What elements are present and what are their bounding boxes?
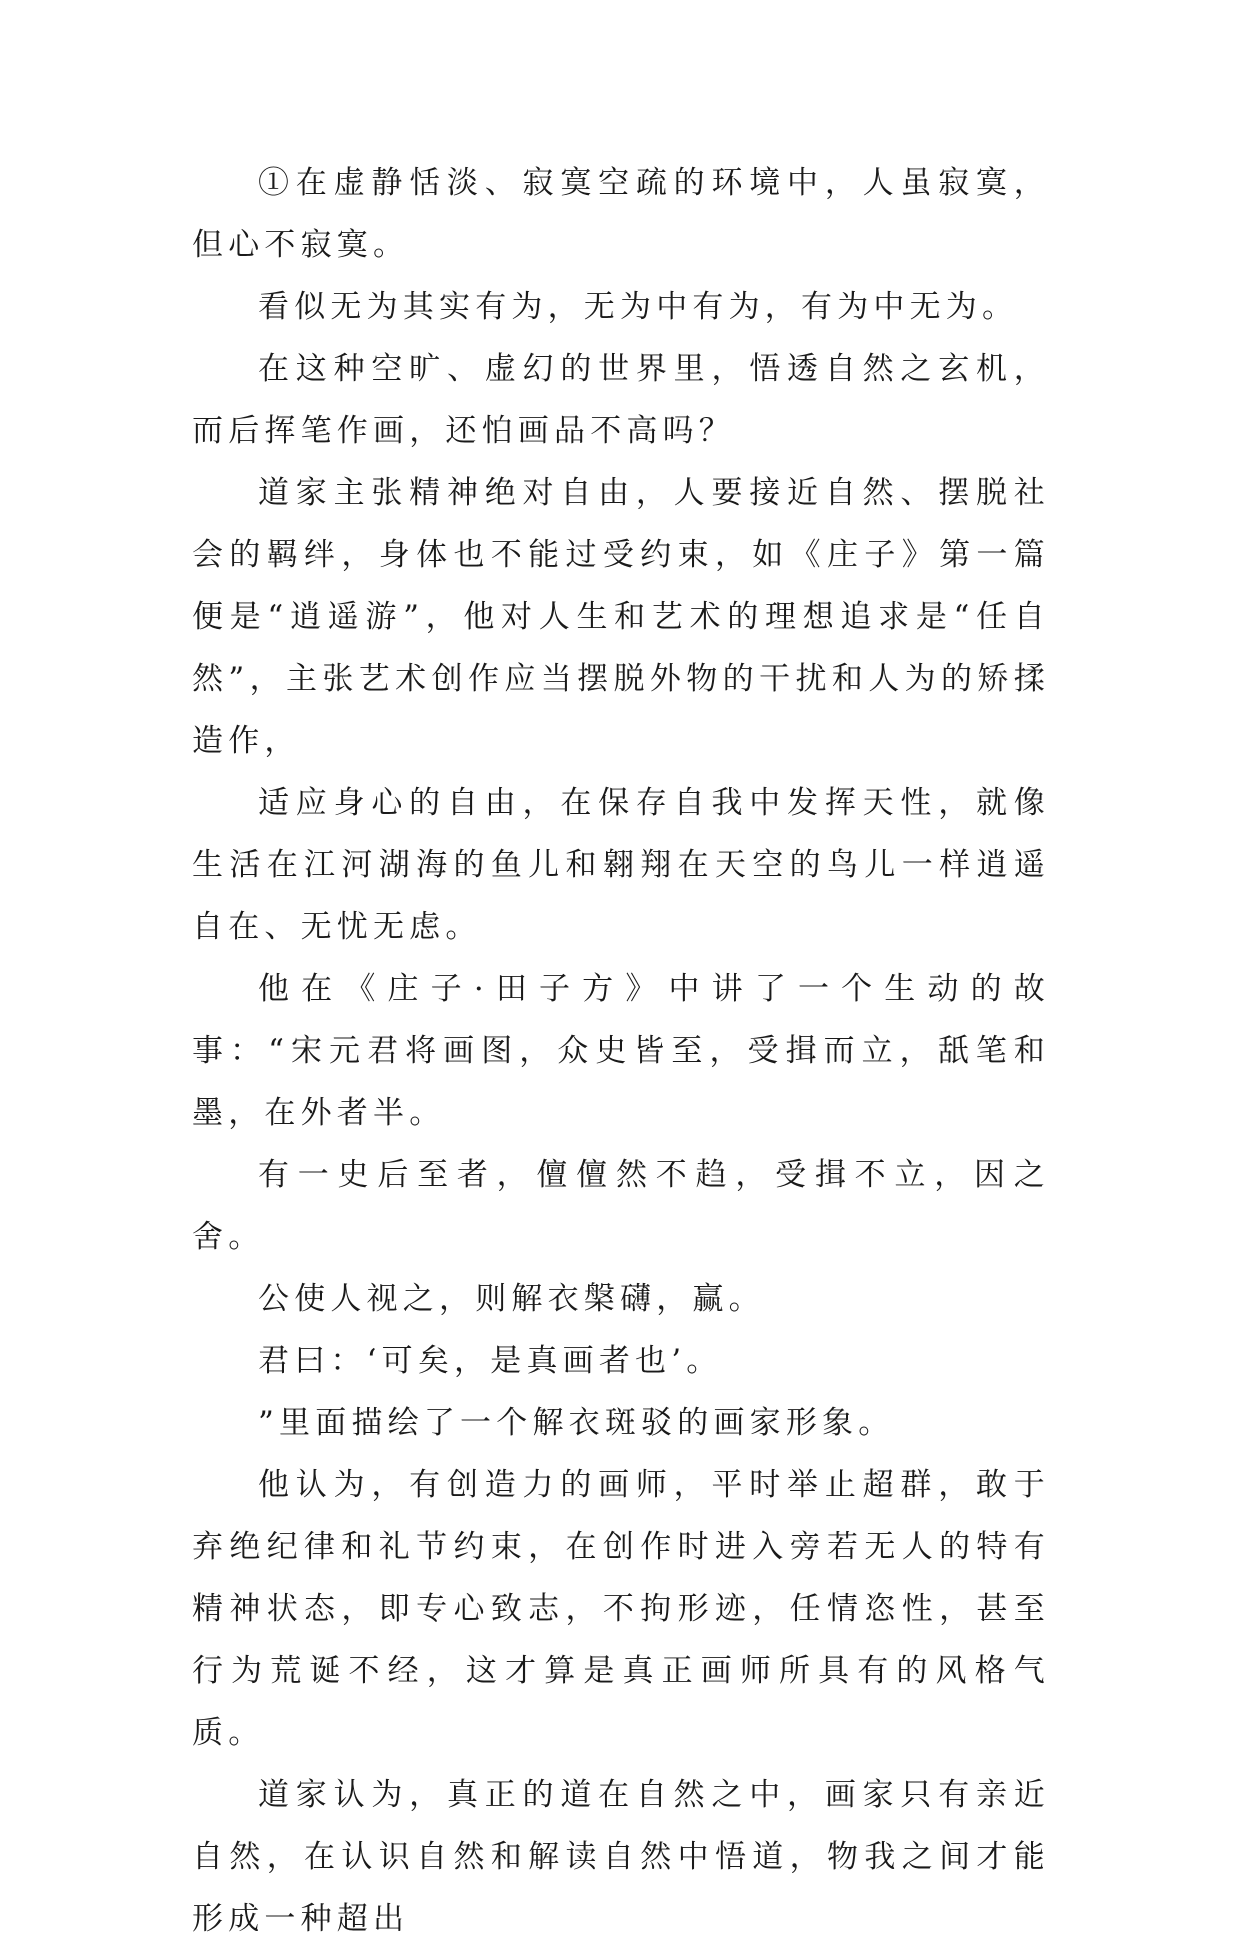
paragraph-12: 道家认为，真正的道在自然之中，画家只有亲近自然，在认识自然和解读自然中悟道，物我之间才能形成一种超出 bbox=[192, 1777, 1050, 1937]
paragraph-11: 他认为，有创造力的画师，平时举止超群，敢于弃绝纪律和礼节约束，在创作时进入旁若无人的特有精神状态，即专心致志，不拘形迹，任情恣性，甚至行为荒诞不经，这才算是真正画师所具有的风格气质。 bbox=[192, 1467, 1050, 1751]
paragraph-8: 公使人视之，则解衣槃礴，赢。 bbox=[258, 1281, 765, 1317]
paragraph-9: 君曰：‘可矣，是真画者也’。 bbox=[258, 1343, 723, 1379]
paragraph-3: 在这种空旷、虚幻的世界里，悟透自然之玄机，而后挥笔作画，还怕画品不高吗？ bbox=[192, 351, 1050, 449]
paragraph-10: ”里面描绘了一个解衣斑驳的画家形象。 bbox=[258, 1405, 895, 1441]
paragraph-4: 道家主张精神绝对自由，人要接近自然、摆脱社会的羁绊，身体也不能过受约束，如《庄子》第一篇便是“逍遥游”，他对人生和艺术的理想追求是“任自然”，主张艺术创作应当摆脱外物的干扰和人为的矫揉造作， bbox=[192, 475, 1050, 759]
paragraph-7: 有一史后至者，儃儃然不趋，受揖不立，因之舍。 bbox=[192, 1157, 1050, 1255]
paragraph-2: 看似无为其实有为，无为中有为，有为中无为。 bbox=[258, 289, 1019, 325]
paragraph-1: ①在虚静恬淡、寂寞空疏的环境中，人虽寂寞，但心不寂寞。 bbox=[192, 165, 1050, 263]
paragraph-6: 他在《庄子·田子方》中讲了一个生动的故事：“宋元君将画图，众史皆至，受揖而立，舐笔和墨，在外者半。 bbox=[192, 971, 1050, 1131]
paragraph-5: 适应身心的自由，在保存自我中发挥天性，就像生活在江河湖海的鱼儿和翱翔在天空的鸟儿一样逍遥自在、无忧无虑。 bbox=[192, 785, 1050, 945]
body-text bbox=[192, 152, 1050, 1950]
